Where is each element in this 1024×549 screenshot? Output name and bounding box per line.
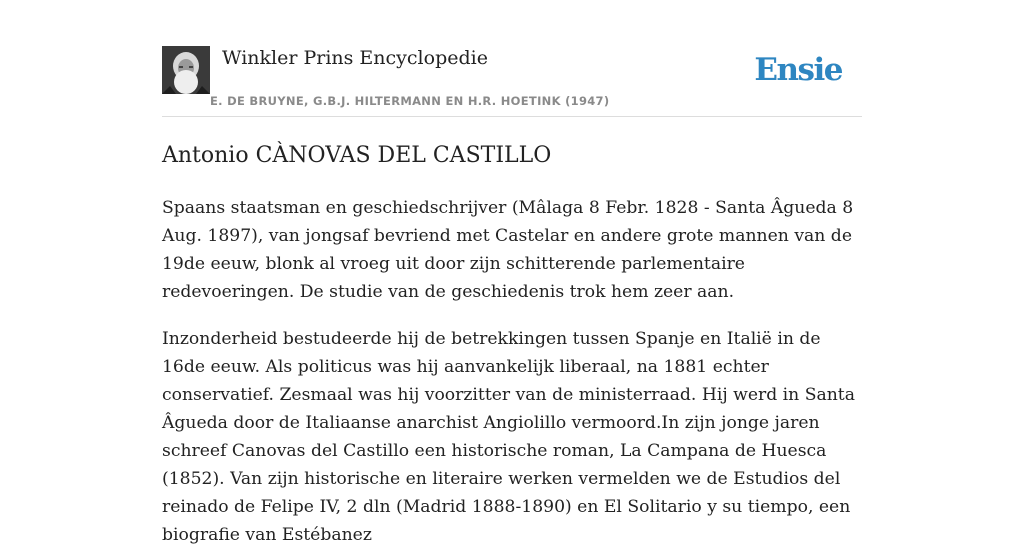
portrait-avatar-icon[interactable] [162,46,210,94]
source-title[interactable]: Winkler Prins Encyclopedie [222,47,488,69]
source-authors: E. DE BRUYNE, G.B.J. HILTERMANN EN H.R. HOETINK (1947) [210,94,610,108]
brand-logo[interactable]: Ensie [754,52,842,88]
source-header [162,46,862,117]
article-paragraph-2: Inzonderheid bestudeerde hij de betrekkingen tussen Spanje en Italië in de 16de eeuw. Als politicus was hij aanvankelijk liberaal, na 1881 echter conservatief. Zesmaal was hij voorzitter van de ministerraad. Hij werd in Santa Âgueda door de Italiaanse anarchist Angiolillo vermoord.In zijn jonge jaren schreef Canovas del Castillo een historische roman, La Campana de Huesca (1852). Van zijn historische en literaire werken vermelden we de Estudios del reinado de Felipe IV, 2 dln (Madrid 1888-1890) en El Solitario y su tiempo, een biografie van Estébanez [162,329,855,545]
article-title: Antonio CÀNOVAS DEL CASTILLO [162,143,552,168]
article-container [162,46,862,549]
article-paragraph-1: Spaans staatsman en geschiedschrijver (Mâlaga 8 Febr. 1828 - Santa Âgueda 8 Aug. 1897), van jongsaf bevriend met Castelar en andere grote mannen van de 19de eeuw, blonk al vroeg uit door zijn schitterende parlementaire redevoeringen. De studie van de geschiedenis trok hem zeer aan. [162,198,854,302]
